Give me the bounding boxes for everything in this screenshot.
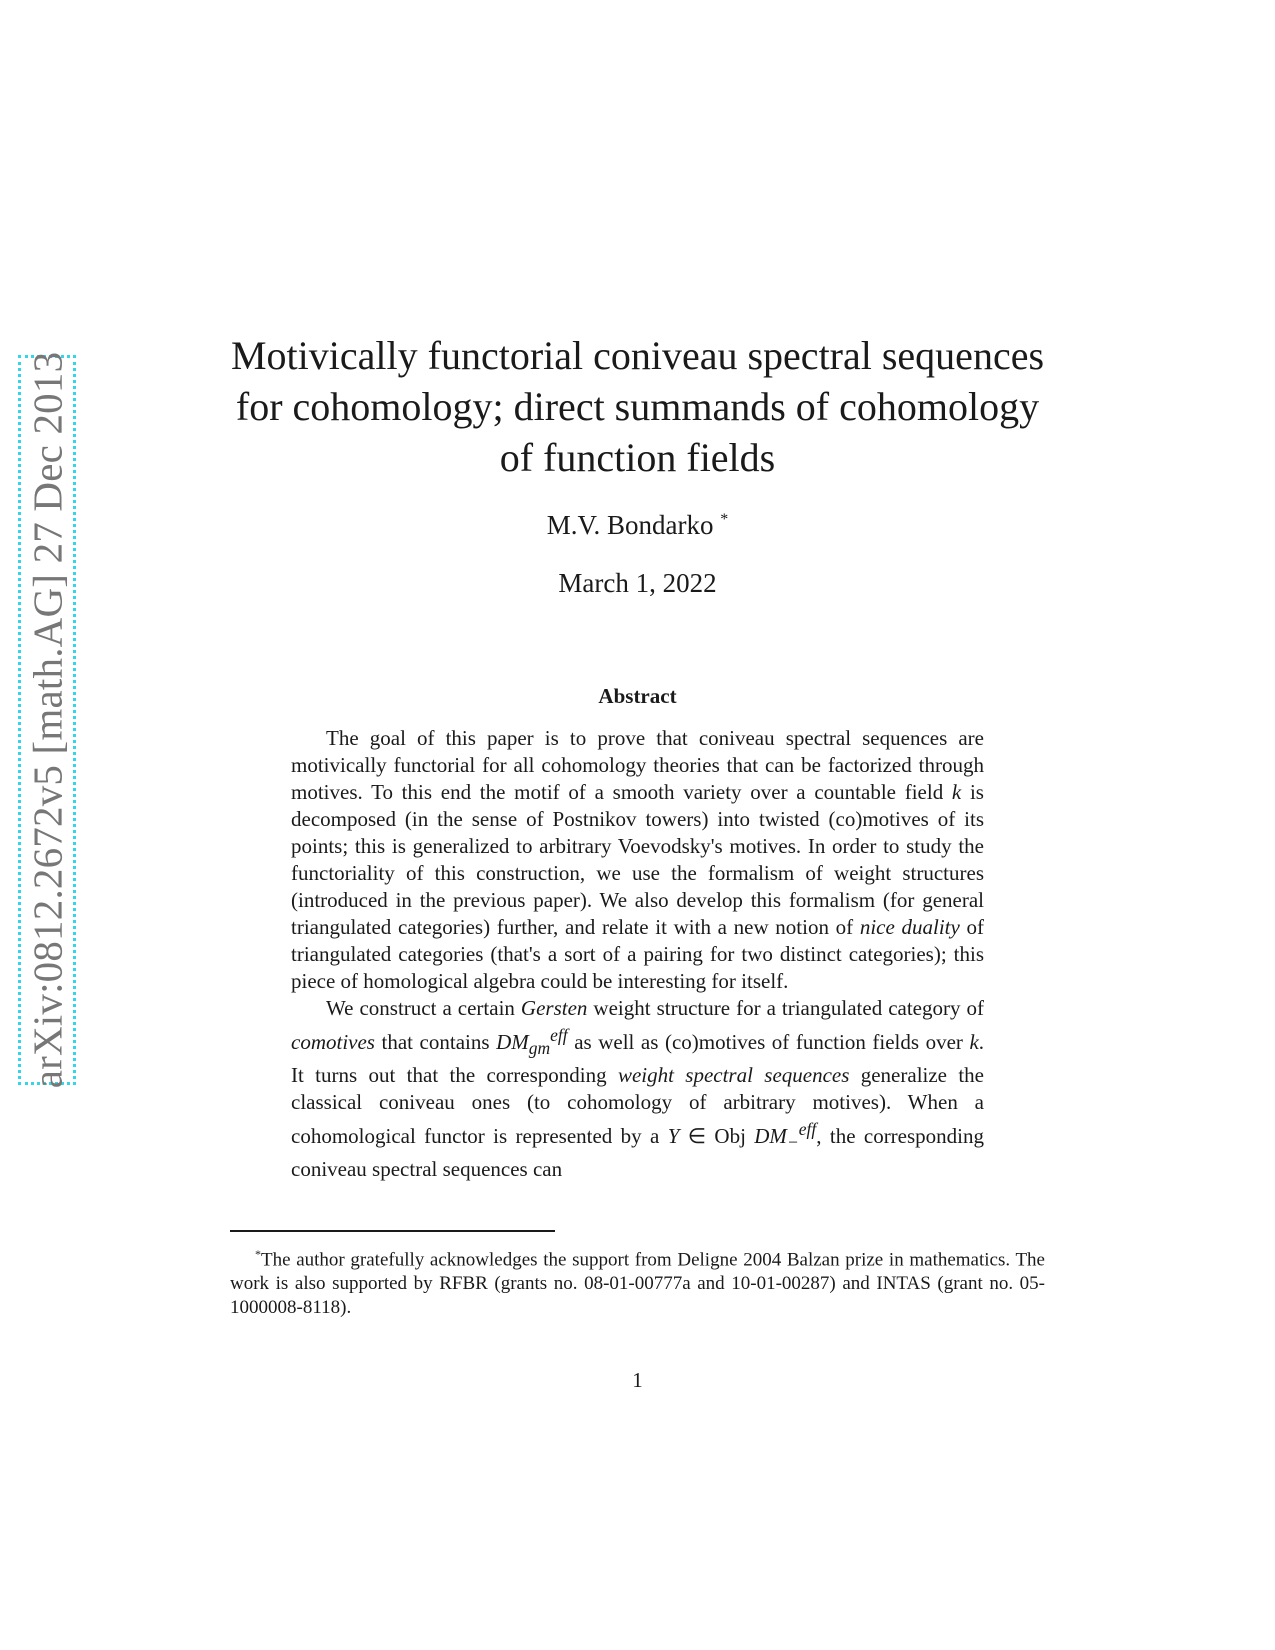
footnote (230, 1242, 1045, 1320)
abstract-paragraph-1: The goal of this paper is to prove that coniveau spectral sequences are motivically functorial for all cohomology theories that can be factorized through motives. To this end the motif of a smooth variety over a countable field k is decomposed (in the sense of Postnikov towers) into twisted (co)motives of its points; this is generalized to arbitrary Voevodsky's motives. In order to study the functoriality of this construction, we use the formalism of weight structures (introduced in the previous paper). We also develop this formalism (for general triangulated categories) further, and relate it with a new notion of nice duality of triangulated categories (that's a sort of a pairing for two distinct categories); this piece of homological algebra could be interesting for itself. (291, 726, 984, 993)
paper-title: Motivically functorial coniveau spectral sequences for cohomology; direct summands of cohomology of function fields (230, 333, 1045, 480)
author-footnote-mark: * (720, 511, 729, 528)
author-line (215, 510, 1060, 541)
paper-date: March 1, 2022 (558, 568, 717, 598)
abstract-heading: Abstract (598, 684, 677, 708)
author-name: M.V. Bondarko (546, 510, 714, 540)
footnote-rule (230, 1230, 555, 1232)
math-dm-minus-eff: $DM_-^{eff}$ (754, 1119, 817, 1153)
math-dm-gm-eff: $DM_{gm}^{eff}$ (496, 1025, 568, 1059)
page-number: 1 (632, 1368, 643, 1392)
abstract-body (291, 725, 984, 1183)
arxiv-stamp-text: arXiv:0812.2672v5 [math.AG] 27 Dec 2013 (24, 351, 70, 1089)
footnote-mark: * (255, 1247, 261, 1261)
arxiv-stamp (18, 351, 76, 1089)
footnote-text: The author gratefully acknowledges the support from Deligne 2004 Balzan prize in mathematics. The work is also supported by RFBR (grants no. 08-01-00777a and 10-01-00287) and INTAS (grant no. 05-1000008-8118). (230, 1249, 1045, 1319)
abstract-paragraph-2: We construct a certain Gersten weight structure for a triangulated category of comotives that contains $DM_{gm}^{eff}$ as well as (co)motives of function fields over k. It turns out that the corresponding weight spectral sequences generalize the classical coniveau ones (to cohomology of arbitrary motives). When a cohomological functor is represented by a Y ∈ Obj $DM_-^{eff}$, the corresponding coniveau spectral sequences can (291, 996, 985, 1182)
